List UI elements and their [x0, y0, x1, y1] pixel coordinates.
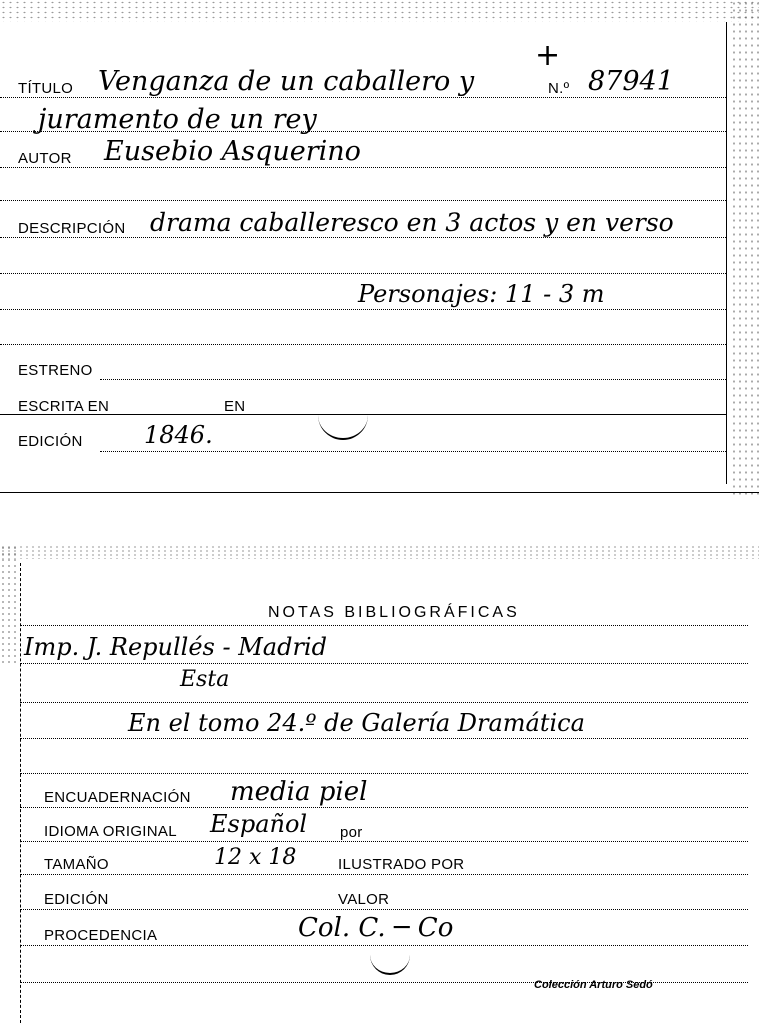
dotted-rule	[20, 807, 748, 808]
dotted-rule	[20, 702, 748, 703]
note-line-2: Esta	[180, 667, 230, 692]
edge-speckle	[0, 545, 759, 559]
titulo-value: Venganza de un caballero y	[98, 66, 475, 97]
edicion-label-2: EDICIÓN	[44, 891, 109, 908]
dotted-rule	[20, 841, 748, 842]
ilustrado-label: ILUSTRADO POR	[338, 856, 465, 873]
note-line-3: En el tomo 24.º de Galería Dramática	[128, 709, 585, 737]
encuadernacion-value: media piel	[230, 777, 368, 807]
procedencia-value: Col. C. ─ Co	[298, 913, 454, 943]
dotted-rule	[20, 909, 748, 910]
notas-heading: NOTAS BIBLIOGRÁFICAS	[268, 604, 520, 621]
dotted-rule	[20, 773, 748, 774]
encuadernacion-label: ENCUADERNACIÓN	[44, 789, 191, 806]
procedencia-label: PROCEDENCIA	[44, 927, 158, 944]
cross-mark: +	[535, 38, 561, 73]
dotted-rule	[100, 379, 726, 380]
note-line-1: Imp. J. Repullés - Madrid	[24, 633, 327, 661]
card-border	[0, 492, 759, 493]
dotted-rule	[0, 131, 726, 132]
numero-label: N.º	[548, 80, 570, 97]
dotted-rule	[20, 625, 748, 626]
dotted-rule	[0, 237, 726, 238]
edge-speckle	[0, 0, 759, 22]
card-border	[20, 563, 21, 1023]
tamano-value: 12 x 18	[214, 845, 297, 870]
dotted-rule	[0, 97, 726, 98]
catalog-card-back	[0, 545, 759, 1028]
edge-speckle	[731, 0, 759, 495]
dotted-rule	[0, 273, 726, 274]
idioma-label: IDIOMA ORIGINAL	[44, 823, 177, 840]
numero-value: 87941	[588, 66, 674, 97]
tamano-label: TAMAÑO	[44, 856, 109, 873]
dotted-rule	[0, 200, 726, 201]
en-label: EN	[224, 398, 246, 415]
escrita-label: ESCRITA EN	[18, 398, 110, 415]
edicion-label: EDICIÓN	[18, 433, 83, 450]
dotted-rule	[0, 167, 726, 168]
personajes-value: Personajes: 11 - 3 m	[358, 280, 605, 308]
card-border	[726, 22, 727, 484]
dotted-rule	[0, 309, 726, 310]
stamp-mark	[370, 943, 410, 975]
edicion-value: 1846.	[144, 421, 213, 449]
dotted-rule	[100, 451, 726, 452]
idioma-value: Español	[210, 810, 308, 838]
descripcion-value: drama caballeresco en 3 actos y en verso	[150, 208, 674, 237]
descripcion-label: DESCRIPCIÓN	[18, 220, 126, 237]
autor-value: Eusebio Asquerino	[104, 136, 361, 167]
dotted-rule	[20, 663, 748, 664]
stamp-mark	[318, 412, 368, 440]
estreno-label: ESTRENO	[18, 362, 93, 379]
dotted-rule	[20, 874, 748, 875]
collection-footer: Colección Arturo Sedó	[534, 979, 653, 991]
valor-label: VALOR	[338, 891, 390, 908]
catalog-card-front	[0, 0, 759, 495]
edge-speckle	[0, 545, 20, 665]
dotted-rule	[0, 344, 726, 345]
titulo-label: TÍTULO	[18, 80, 74, 97]
dotted-rule	[20, 738, 748, 739]
autor-label: AUTOR	[18, 150, 72, 167]
por-label: por	[340, 824, 363, 841]
titulo-continuation: juramento de un rey	[38, 104, 317, 135]
